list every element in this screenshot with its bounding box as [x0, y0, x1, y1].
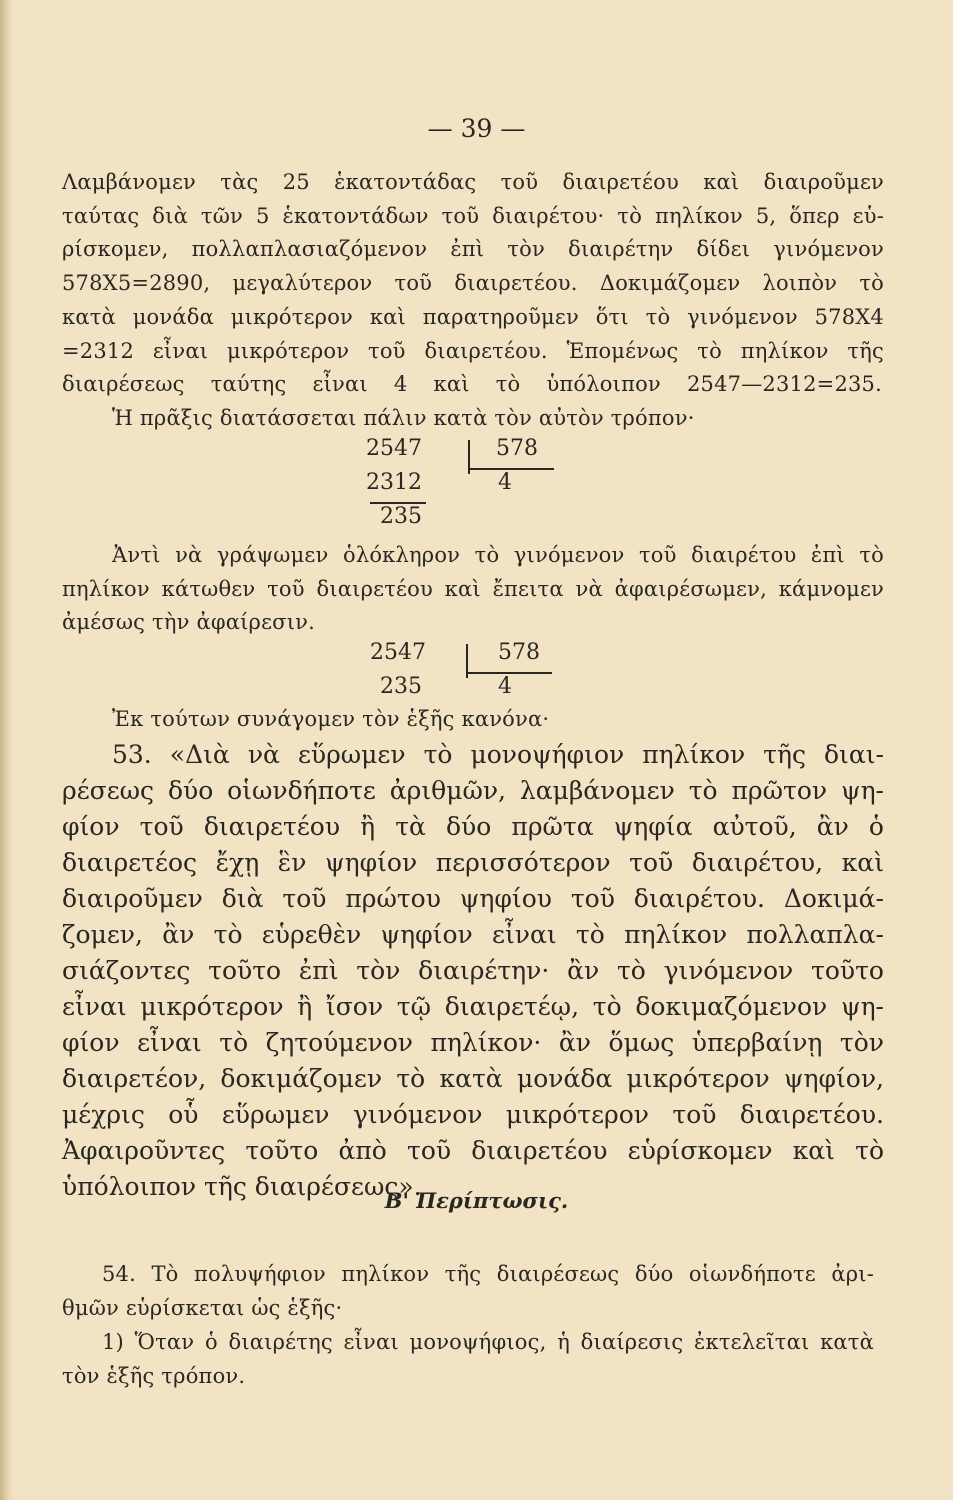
para3-line-1: Ἀντὶ νὰ γράψωμεν ὁλόκληρον τὸ γινόμενον τοῦ διαιρέτου ἐπὶ τὸ: [112, 543, 884, 567]
para1-line-3: ρίσκομεν, πολλαπλασιαζόμενον ἐπὶ τὸν διαιρέτην δίδει γινόμενον: [62, 237, 884, 261]
para5-line-4: τὸν ἑξῆς τρόπον.: [62, 1364, 246, 1388]
para5-line-2: θμῶν εὑρίσκεται ὡς ἑξῆς·: [62, 1296, 343, 1320]
rule-line-5: διαιροῦμεν διὰ τοῦ πρώτου ψηφίου τοῦ διαιρέτου. Δοκιμά-: [62, 884, 884, 913]
rule-line-2: ρέσεως δύο οἱωνδήποτε ἀριθμῶν, λαμβάνομεν τὸ πρῶτον ψη-: [62, 776, 884, 805]
division1-product: 2312: [366, 470, 422, 495]
rule-line-9: φίον εἶναι τὸ ζητούμενον πηλίκον· ἂν ὅμως ὑπερβαίνῃ τὸν: [62, 1028, 884, 1057]
page-number: — 39 —: [427, 114, 526, 143]
rule-line-12: Ἀφαιροῦντες τοῦτο ἀπὸ τοῦ διαιρετέου εὑρίσκομεν καὶ τὸ: [62, 1136, 884, 1165]
division1-divisor: 578: [496, 436, 538, 461]
para5-line-1: 54. Τὸ πολυψήφιον πηλίκον τῆς διαιρέσεως δύο οἱωνδήποτε ἀρι-: [102, 1262, 874, 1286]
rule-line-4: διαιρετέος ἔχῃ ἓν ψηφίον περισσότερον τοῦ διαιρέτου, καὶ: [62, 848, 884, 877]
para1-line-7: διαιρέσεως ταύτης εἶναι 4 καὶ τὸ ὑπόλοιπον 2547—2312=235.: [62, 372, 882, 396]
rule-line-3: φίον τοῦ διαιρετέου ἢ τὰ δύο πρῶτα ψηφία αὐτοῦ, ἂν ὁ: [62, 812, 884, 841]
rule-line-11: μέχρις οὗ εὕρωμεν γινόμενον μικρότερον τοῦ διαιρετέου.: [62, 1100, 884, 1129]
division2-divisor: 578: [498, 640, 540, 665]
division2-remainder: 235: [380, 674, 422, 699]
para5-line-3: 1) Ὅταν ὁ διαιρέτης εἶναι μονοψήφιος, ἡ διαίρεσις ἐκτελεῖται κατὰ: [102, 1330, 874, 1354]
para1-line-6: =2312 εἶναι μικρότερον τοῦ διαιρετέου. Ἑπομένως τὸ πηλίκον τῆς: [62, 339, 884, 363]
division1-quotient: 4: [498, 470, 512, 495]
division2-quotient: 4: [498, 674, 512, 699]
division1-divisor-underline: [470, 468, 554, 470]
rule-line-13: ὑπόλοιπον τῆς διαιρέσεως».: [62, 1172, 422, 1201]
division2-dividend: 2547: [370, 640, 426, 665]
para2-intro: Ἡ πρᾶξις διατάσσεται πάλιν κατὰ τὸν αὐτὸν τρόπον·: [112, 406, 695, 430]
section-heading: Β' Περίπτωσις.: [384, 1188, 569, 1213]
rule-line-10: διαιρετέον, δοκιμάζομεν τὸ κατὰ μονάδα μικρότερον ψηφίον,: [62, 1064, 884, 1093]
para3-line-3: ἀμέσως τὴν ἀφαίρεσιν.: [62, 610, 315, 634]
page-edge-shadow: [0, 0, 14, 1500]
para1-line-1: Λαμβάνομεν τὰς 25 ἑκατοντάδας τοῦ διαιρετέου καὶ διαιροῦμεν: [62, 170, 884, 194]
para1-line-5: κατὰ μονάδα μικρότερον καὶ παρατηροῦμεν ὅτι τὸ γινόμενον 578X4: [62, 305, 884, 329]
para4-intro: Ἐκ τούτων συνάγομεν τὸν ἑξῆς κανόνα·: [112, 707, 550, 731]
rule-line-8: εἶναι μικρότερον ἢ ἴσον τῷ διαιρετέῳ, τὸ δοκιμαζόμενον ψη-: [62, 992, 884, 1021]
para3-line-2: πηλίκον κάτωθεν τοῦ διαιρετέου καὶ ἔπειτα νὰ ἀφαιρέσωμεν, κάμνομεν: [62, 577, 884, 601]
para1-line-2: ταύτας διὰ τῶν 5 ἑκατοντάδων τοῦ διαιρέτου· τὸ πηλίκον 5, ὅπερ εὑ-: [62, 204, 884, 228]
rule-line-7: σιάζοντες τοῦτο ἐπὶ τὸν διαιρέτην· ἂν τὸ γινόμενον τοῦτο: [62, 956, 884, 985]
division1-remainder: 235: [380, 504, 422, 529]
para1-line-4: 578X5=2890, μεγαλύτερον τοῦ διαιρετέου. Δοκιμάζομεν λοιπὸν τὸ: [62, 271, 884, 295]
rule-line-6: ζομεν, ἂν τὸ εὑρεθὲν ψηφίον εἶναι τὸ πηλίκον πολλαπλα-: [62, 920, 884, 949]
rule-line-1: 53. «Διὰ νὰ εὕρωμεν τὸ μονοψήφιον πηλίκον τῆς διαι-: [112, 740, 884, 769]
division1-dividend: 2547: [366, 436, 422, 461]
